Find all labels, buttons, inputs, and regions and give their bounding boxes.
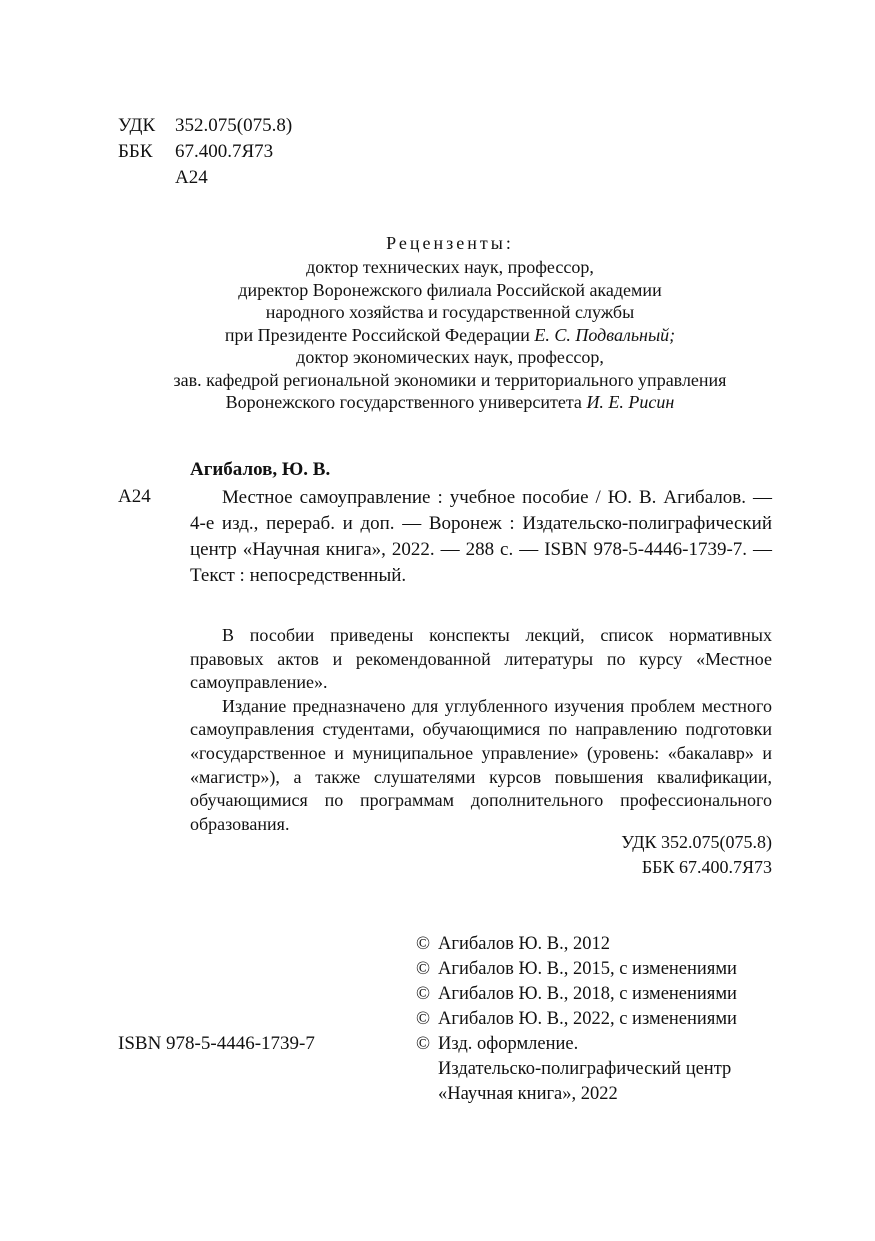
udk-row	[118, 114, 292, 140]
reviewer-line: при Президенте Российской Федерации Е. С. Подвальный;	[224, 324, 676, 345]
copyright-line: © Агибалов Ю. В., 2015, с изменениями	[416, 957, 737, 982]
author-sign-row	[118, 166, 292, 192]
bbk-row	[118, 140, 292, 166]
author-heading: Агибалов, Ю. В.	[190, 459, 331, 480]
author-sign: А24	[175, 167, 208, 188]
reviewer-line: народного хозяйства и государственной службы	[265, 302, 635, 322]
copyright-sign: ©	[416, 934, 431, 954]
reviewer-line: Воронежского государственного университета И. Е. Рисин	[225, 392, 675, 412]
reviewers-heading: Рецензенты:	[386, 233, 514, 253]
entry-code: А24	[118, 486, 151, 507]
annotation-codes	[621, 830, 772, 880]
annotation-bbk: ББК 67.400.7Я73	[641, 857, 772, 877]
annotation-paragraph: Издание предназначено для углубленного изучения проблем местного самоуправления студентами, обучающимися по направлению подготовки «государственное и муниципальное управление» (уровень: «бакалавр» и «магистр»), а также слушателями курсов повышения квалификации, обучающимися по программам дополнительного профессионального образования.	[190, 695, 772, 834]
publisher-line: «Научная книга», 2022	[438, 1084, 618, 1104]
isbn: ISBN 978-5-4446-1739-7	[118, 1033, 315, 1054]
udk-value: 352.075(075.8)	[175, 115, 293, 136]
reviewer-name: И. Е. Рисин	[586, 392, 675, 412]
bibliographic-entry: Местное самоуправление : учебное пособие / Ю. В. Агибалов. — 4-е изд., перераб. и доп. — Воронеж : Издательско-полиграфический центр «Научная книга», 2022. — 288 с. — ISBN 978-5-4446-1739-7. — Текст : непосредственный.	[190, 487, 772, 586]
bbk-value: 67.400.7Я73	[175, 141, 274, 162]
bbk-label: ББК	[118, 141, 153, 162]
copyright-line: © Изд. оформление.	[416, 1032, 737, 1057]
udk-label: УДК	[118, 115, 156, 136]
reviewers-block	[150, 232, 750, 414]
reviewer-line: доктор технических наук, профессор,	[306, 257, 594, 277]
reviewer-name: Е. С. Подвальный;	[534, 324, 676, 345]
classification-block	[118, 114, 292, 192]
copyright-line: © Агибалов Ю. В., 2018, с изменениями	[416, 982, 737, 1007]
copyright-sign: ©	[416, 959, 431, 979]
annotation-paragraph: В пособии приведены конспекты лекций, список нормативных правовых актов и рекомендованной литературы по курсу «Местное самоуправление».	[190, 625, 772, 693]
copyright-sign: ©	[416, 1009, 431, 1029]
copyright-block	[416, 932, 737, 1107]
copyright-sign: ©	[416, 1034, 431, 1054]
annotation-udk: УДК 352.075(075.8)	[621, 832, 772, 852]
reviewer-line: доктор экономических наук, профессор,	[296, 347, 604, 367]
reviewer-line: зав. кафедрой региональной экономики и территориального управления	[173, 369, 727, 390]
copyright-line: © Агибалов Ю. В., 2022, с изменениями	[416, 1007, 737, 1032]
publisher-line: Издательско-полиграфический центр	[438, 1059, 732, 1079]
copyright-line: © Агибалов Ю. В., 2012	[416, 932, 737, 957]
annotation-block	[190, 624, 772, 836]
copyright-sign: ©	[416, 984, 431, 1004]
reviewer-line: директор Воронежского филиала Российской академии	[238, 279, 662, 300]
